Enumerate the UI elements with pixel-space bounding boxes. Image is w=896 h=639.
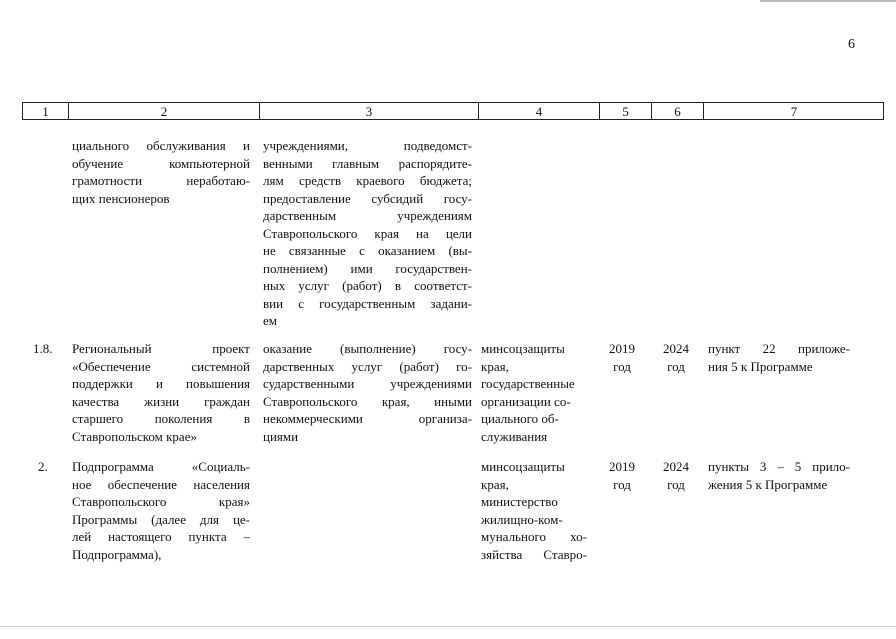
- header-col-2: 2: [68, 103, 259, 119]
- row-0-col-3: [263, 137, 472, 330]
- text-line: края,: [481, 358, 509, 374]
- scan-edge-artifact: [760, 0, 896, 2]
- text-line: дарственным учреждениям: [263, 208, 472, 223]
- text-line: полнением) ими государствен-: [263, 260, 472, 276]
- text-line: минсоцзащиты: [481, 341, 565, 356]
- text-line: не связанные с оказанием (вы-: [263, 243, 472, 258]
- row-1-col-7: [708, 340, 850, 375]
- header-col-7: 7: [703, 103, 884, 119]
- row-2-col-7: [708, 458, 850, 493]
- text-line: учреждениями, подведомст-: [263, 138, 472, 153]
- text-line: зяйства Ставро-: [481, 546, 587, 562]
- row-1-col-5: [598, 340, 646, 375]
- text-line: качества жизни граждан: [72, 393, 250, 409]
- row-2-col-6: [652, 458, 700, 493]
- text-line: старшего поколения в: [72, 411, 250, 426]
- text-line: Ставропольском крае»: [72, 428, 197, 444]
- text-line: венными главным распорядите-: [263, 155, 472, 171]
- row-1-col-3: [263, 340, 472, 445]
- text-line: обучение компьютерной: [72, 155, 250, 171]
- header-col-1: 1: [42, 104, 49, 119]
- page-number: 6: [848, 37, 855, 52]
- text-line: пункты 3 – 5 прило-: [708, 459, 850, 474]
- text-line: дарственных услуг (работ) го-: [263, 358, 472, 374]
- text-line: минсоцзащиты: [481, 459, 565, 474]
- row-2-col-5: [598, 458, 646, 493]
- header-col-4: 4: [478, 103, 599, 119]
- text-line: циального об-: [481, 411, 559, 426]
- text-line: Ставропольского края, иными: [263, 393, 472, 409]
- text-line: Подпрограмма),: [72, 546, 162, 562]
- text-line: служивания: [481, 428, 548, 444]
- end-year: 2024: [663, 459, 689, 474]
- text-line: некоммерческими организа-: [263, 411, 472, 426]
- end-year: 2024: [663, 341, 689, 356]
- start-year: 2019: [609, 459, 635, 474]
- text-line: поддержки и повышения: [72, 376, 250, 391]
- text-line: оказание (выполнение) госу-: [263, 341, 472, 356]
- header-col-5: 5: [599, 103, 651, 119]
- scan-edge-artifact: [0, 626, 896, 627]
- text-line: жилищно-ком-: [481, 511, 563, 527]
- text-line: пункт 22 приложе-: [708, 341, 850, 356]
- row-2-col-4: [481, 458, 587, 563]
- text-line: Ставропольского края»: [72, 494, 250, 509]
- header-col-3: 3: [259, 103, 478, 119]
- text-line: грамотности неработаю-: [72, 173, 250, 188]
- text-line: ное обеспечение населения: [72, 476, 250, 492]
- row-2-number: 2.: [38, 459, 48, 474]
- row-1-col-4: [481, 340, 587, 445]
- year-unit: год: [667, 358, 685, 374]
- text-line: министерство: [481, 494, 558, 509]
- text-line: ния 5 к Программе: [708, 358, 813, 374]
- text-line: вии с государственным задани-: [263, 295, 472, 311]
- text-line: Программы (далее для це-: [72, 511, 250, 527]
- row-1-number: 1.8.: [33, 341, 53, 356]
- text-line: ем: [263, 313, 277, 328]
- text-line: «Обеспечение системной: [72, 358, 250, 374]
- text-line: жения 5 к Программе: [708, 476, 828, 492]
- text-line: циями: [263, 428, 299, 444]
- text-line: Подпрограмма «Социаль-: [72, 459, 250, 474]
- text-line: Ставропольского края на цели: [263, 225, 472, 241]
- table-header-row: [22, 102, 884, 120]
- text-line: циального обслуживания и: [72, 138, 250, 153]
- year-unit: год: [613, 358, 631, 374]
- row-2-col-2: [72, 458, 250, 563]
- start-year: 2019: [609, 341, 635, 356]
- text-line: щих пенсионеров: [72, 190, 170, 206]
- row-1-col-2: [72, 340, 250, 445]
- text-line: организации со-: [481, 393, 571, 409]
- text-line: лям средств краевого бюджета;: [263, 173, 472, 188]
- row-1-col-6: [652, 340, 700, 375]
- text-line: государственные: [481, 376, 575, 391]
- text-line: лей настоящего пункта –: [72, 529, 250, 544]
- text-line: Региональный проект: [72, 341, 250, 356]
- text-line: предоставление субсидий госу-: [263, 190, 472, 206]
- text-line: края,: [481, 476, 509, 492]
- year-unit: год: [613, 476, 631, 492]
- text-line: ных услуг (работ) в соответст-: [263, 278, 472, 293]
- row-0-col-2: [72, 137, 250, 207]
- text-line: сударственными учреждениями: [263, 376, 472, 391]
- year-unit: год: [667, 476, 685, 492]
- header-col-6: 6: [651, 103, 703, 119]
- text-line: мунального хо-: [481, 529, 587, 544]
